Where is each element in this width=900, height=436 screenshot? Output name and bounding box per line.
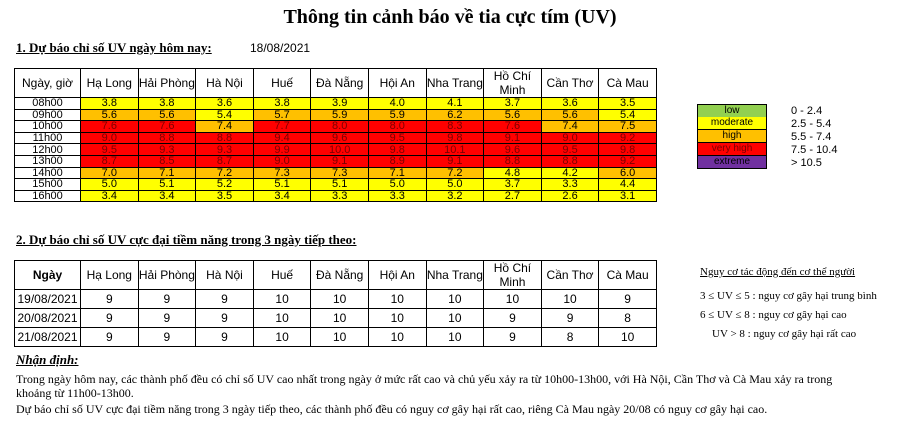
uv-cell: 3.7 <box>484 179 542 191</box>
uv-cell: 5.0 <box>426 179 484 191</box>
uv-max-cell: 9 <box>81 309 139 328</box>
uv-max-cell: 9 <box>138 309 196 328</box>
time-cell: 12h00 <box>15 144 81 156</box>
uv-cell: 3.3 <box>311 190 369 202</box>
risk-line: UV > 8 : nguy cơ gây hại rất cao <box>712 328 857 340</box>
uv-cell: 2.7 <box>484 190 542 202</box>
date-cell: 21/08/2021 <box>15 328 81 347</box>
uv-cell: 7.1 <box>138 167 196 179</box>
table-row <box>15 121 657 133</box>
city-header: Huế <box>253 69 311 98</box>
uv-cell: 9.0 <box>253 155 311 167</box>
uv-cell: 3.2 <box>426 190 484 202</box>
uv-cell: 4.8 <box>484 167 542 179</box>
table-row <box>15 155 657 167</box>
uv-cell: 10.0 <box>311 144 369 156</box>
city-header: Hạ Long <box>81 69 139 98</box>
risk-line: 3 ≤ UV ≤ 5 : nguy cơ gây hại trung bình <box>700 290 877 302</box>
city-header: Hạ Long <box>81 261 139 290</box>
uv-cell: 9.8 <box>426 132 484 144</box>
assessment-paragraph: khoảng từ 11h00-13h00. <box>16 386 134 400</box>
uv-cell: 9.4 <box>253 132 311 144</box>
legend-swatch: moderate <box>697 117 767 130</box>
table-row <box>15 309 657 328</box>
legend-swatch: extreme <box>697 156 767 169</box>
uv-cell: 9.1 <box>311 155 369 167</box>
uv-cell: 5.6 <box>484 109 542 121</box>
uv-max-cell: 10 <box>311 328 369 347</box>
uv-cell: 9.8 <box>368 144 426 156</box>
time-cell: 11h00 <box>15 132 81 144</box>
uv-cell: 7.7 <box>253 121 311 133</box>
table-row <box>15 109 657 121</box>
date-cell: 20/08/2021 <box>15 309 81 328</box>
uv-max-cell: 9 <box>484 328 542 347</box>
uv-cell: 7.0 <box>81 167 139 179</box>
uv-max-cell: 9 <box>196 328 254 347</box>
uv-cell: 5.0 <box>81 179 139 191</box>
uv-cell: 3.9 <box>311 98 369 110</box>
time-cell: 13h00 <box>15 155 81 167</box>
uv-cell: 9.0 <box>81 132 139 144</box>
table-row <box>15 144 657 156</box>
uv-cell: 5.6 <box>138 109 196 121</box>
uv-cell: 3.8 <box>253 98 311 110</box>
uv-max-cell: 8 <box>599 309 657 328</box>
table-row <box>15 190 657 202</box>
uv-cell: 5.1 <box>138 179 196 191</box>
uv-max-cell: 10 <box>426 290 484 309</box>
uv-cell: 9.2 <box>599 132 657 144</box>
city-header: Hải Phòng <box>138 261 196 290</box>
city-header: Hà Nội <box>196 69 254 98</box>
section1-heading: 1. Dự báo chỉ số UV ngày hôm nay: <box>16 40 212 55</box>
uv-max-cell: 10 <box>599 328 657 347</box>
uv-cell: 9.5 <box>541 144 599 156</box>
uv-cell: 3.4 <box>81 190 139 202</box>
uv-max-cell: 10 <box>368 290 426 309</box>
uv-cell: 7.4 <box>541 121 599 133</box>
city-header: Hội An <box>368 69 426 98</box>
city-header: Nha Trang <box>426 261 484 290</box>
uv-max-cell: 9 <box>138 290 196 309</box>
uv-cell: 3.5 <box>196 190 254 202</box>
time-cell: 15h00 <box>15 179 81 191</box>
table-row <box>15 132 657 144</box>
uv-max-cell: 10 <box>541 290 599 309</box>
uv-cell: 8.8 <box>138 132 196 144</box>
today-header-row <box>15 69 657 98</box>
section2-heading: 2. Dự báo chỉ số UV cực đại tiềm năng trong 3 ngày tiếp theo: <box>16 232 357 247</box>
uv-cell: 9.6 <box>484 144 542 156</box>
city-header: Hồ Chí Minh <box>484 69 542 98</box>
uv-cell: 8.8 <box>196 132 254 144</box>
city-header: Hồ Chí Minh <box>484 261 542 290</box>
risk-line: 6 ≤ UV ≤ 8 : nguy cơ gây hại cao <box>700 309 847 321</box>
uv-cell: 7.5 <box>599 121 657 133</box>
assessment-paragraph: Trong ngày hôm nay, các thành phố đều có chỉ số UV cao nhất trong ngày ở mức rất cao và chủ yếu xảy ra từ 10h00-13h00, với Hà Nội, Cần Thơ và Cà Mau xảy ra trong <box>16 372 833 386</box>
assessment-paragraph: Dự báo chỉ số UV cực đại tiềm năng trong 3 ngày tiếp theo, các thành phố đều có nguy cơ gây hại rất cao, riêng Cà Mau ngày 20/08 có nguy cơ gây hại cao. <box>16 402 768 416</box>
uv-max-cell: 10 <box>426 328 484 347</box>
city-header: Cà Mau <box>599 69 657 98</box>
uv-cell: 3.8 <box>138 98 196 110</box>
time-cell: 14h00 <box>15 167 81 179</box>
uv-cell: 4.0 <box>368 98 426 110</box>
uv-max-cell: 10 <box>368 309 426 328</box>
city-header: Cần Thơ <box>541 261 599 290</box>
uv-cell: 9.1 <box>426 155 484 167</box>
uv-cell: 9.8 <box>599 144 657 156</box>
uv-cell: 4.4 <box>599 179 657 191</box>
uv-cell: 3.7 <box>484 98 542 110</box>
uv-max-cell: 9 <box>196 309 254 328</box>
uv-max-cell: 10 <box>253 309 311 328</box>
uv-cell: 3.4 <box>138 190 196 202</box>
uv-cell: 3.1 <box>599 190 657 202</box>
forecast-date: 18/08/2021 <box>250 41 311 55</box>
uv-cell: 8.8 <box>541 155 599 167</box>
uv-cell: 10.1 <box>426 144 484 156</box>
city-header: Hà Nội <box>196 261 254 290</box>
table-row <box>15 179 657 191</box>
today-uv-table <box>14 68 657 202</box>
legend-range: > 10.5 <box>791 156 822 169</box>
table-row <box>15 290 657 309</box>
uv-max-cell: 10 <box>484 290 542 309</box>
uv-max-cell: 9 <box>484 309 542 328</box>
page-title: Thông tin cảnh báo về tia cực tím (UV) <box>283 6 617 28</box>
uv-max-cell: 8 <box>541 328 599 347</box>
uv-cell: 5.4 <box>599 109 657 121</box>
uv-cell: 7.2 <box>196 167 254 179</box>
city-header: Nha Trang <box>426 69 484 98</box>
uv-cell: 6.0 <box>599 167 657 179</box>
uv-cell: 9.0 <box>541 132 599 144</box>
uv-cell: 7.4 <box>196 121 254 133</box>
uv-cell: 9.3 <box>196 144 254 156</box>
uv-max-cell: 9 <box>599 290 657 309</box>
uv-cell: 5.1 <box>253 179 311 191</box>
city-header: Cà Mau <box>599 261 657 290</box>
uv-cell: 9.1 <box>484 132 542 144</box>
uv-cell: 9.2 <box>599 155 657 167</box>
uv-cell: 7.2 <box>426 167 484 179</box>
uv-cell: 5.4 <box>196 109 254 121</box>
uv-cell: 5.9 <box>311 109 369 121</box>
uv-cell: 4.1 <box>426 98 484 110</box>
city-header: Đà Nẵng <box>311 261 369 290</box>
city-header: Cần Thơ <box>541 69 599 98</box>
uv-cell: 7.6 <box>81 121 139 133</box>
legend-row <box>697 117 871 130</box>
uv-cell: 9.5 <box>368 132 426 144</box>
uv-cell: 3.8 <box>81 98 139 110</box>
uv-cell: 3.3 <box>368 190 426 202</box>
assessment-heading: Nhận định: <box>16 352 79 367</box>
uv-max-cell: 9 <box>541 309 599 328</box>
legend-row <box>697 143 871 156</box>
uv-cell: 9.9 <box>253 144 311 156</box>
forecast-header-row <box>15 261 657 290</box>
uv-cell: 8.3 <box>426 121 484 133</box>
uv-cell: 7.3 <box>311 167 369 179</box>
uv-cell: 8.7 <box>81 155 139 167</box>
legend-row <box>697 130 871 143</box>
table-row <box>15 328 657 347</box>
uv-cell: 8.0 <box>368 121 426 133</box>
uv-cell: 8.0 <box>311 121 369 133</box>
legend-range: 0 - 2.4 <box>791 104 823 117</box>
uv-cell: 3.6 <box>541 98 599 110</box>
uv-cell: 9.3 <box>138 144 196 156</box>
uv-legend <box>697 104 871 169</box>
uv-cell: 3.5 <box>599 98 657 110</box>
date-cell: 19/08/2021 <box>15 290 81 309</box>
uv-cell: 5.0 <box>368 179 426 191</box>
uv-max-cell: 10 <box>368 328 426 347</box>
time-cell: 08h00 <box>15 98 81 110</box>
uv-cell: 9.6 <box>311 132 369 144</box>
legend-swatch: low <box>697 104 767 118</box>
risk-title: Nguy cơ tác động đến cơ thể người <box>700 266 856 278</box>
table-row <box>15 167 657 179</box>
uv-cell: 7.6 <box>138 121 196 133</box>
uv-cell: 8.8 <box>484 155 542 167</box>
legend-swatch: high <box>697 130 767 143</box>
uv-cell: 6.2 <box>426 109 484 121</box>
uv-cell: 5.6 <box>541 109 599 121</box>
uv-cell: 3.4 <box>253 190 311 202</box>
corner-cell: Ngày, giờ <box>15 69 81 98</box>
city-header: Hội An <box>368 261 426 290</box>
uv-max-cell: 10 <box>311 290 369 309</box>
forecast-uv-table <box>14 260 657 347</box>
city-header: Đà Nẵng <box>311 69 369 98</box>
uv-cell: 5.9 <box>368 109 426 121</box>
legend-row <box>697 104 871 117</box>
legend-row <box>697 156 871 169</box>
time-cell: 09h00 <box>15 109 81 121</box>
uv-cell: 3.3 <box>541 179 599 191</box>
uv-cell: 8.7 <box>196 155 254 167</box>
legend-range: 2.5 - 5.4 <box>791 117 832 130</box>
uv-max-cell: 9 <box>81 328 139 347</box>
uv-cell: 5.7 <box>253 109 311 121</box>
uv-max-cell: 10 <box>426 309 484 328</box>
uv-max-cell: 9 <box>196 290 254 309</box>
uv-cell: 7.3 <box>253 167 311 179</box>
time-cell: 10h00 <box>15 121 81 133</box>
uv-cell: 5.6 <box>81 109 139 121</box>
uv-max-cell: 10 <box>253 328 311 347</box>
city-header: Hải Phòng <box>138 69 196 98</box>
legend-range: 5.5 - 7.4 <box>791 130 832 143</box>
city-header: Huế <box>253 261 311 290</box>
uv-max-cell: 9 <box>81 290 139 309</box>
uv-cell: 5.2 <box>196 179 254 191</box>
uv-cell: 4.2 <box>541 167 599 179</box>
uv-max-cell: 10 <box>311 309 369 328</box>
legend-range: 7.5 - 10.4 <box>791 143 838 156</box>
uv-cell: 7.1 <box>368 167 426 179</box>
uv-cell: 8.5 <box>138 155 196 167</box>
uv-cell: 5.1 <box>311 179 369 191</box>
uv-cell: 2.6 <box>541 190 599 202</box>
uv-cell: 9.5 <box>81 144 139 156</box>
legend-swatch: very high <box>697 143 767 156</box>
uv-cell: 8.9 <box>368 155 426 167</box>
uv-max-cell: 10 <box>253 290 311 309</box>
uv-cell: 7.6 <box>484 121 542 133</box>
uv-max-cell: 9 <box>138 328 196 347</box>
time-cell: 16h00 <box>15 190 81 202</box>
corner-cell: Ngày <box>15 261 81 290</box>
table-row <box>15 98 657 110</box>
uv-cell: 3.6 <box>196 98 254 110</box>
